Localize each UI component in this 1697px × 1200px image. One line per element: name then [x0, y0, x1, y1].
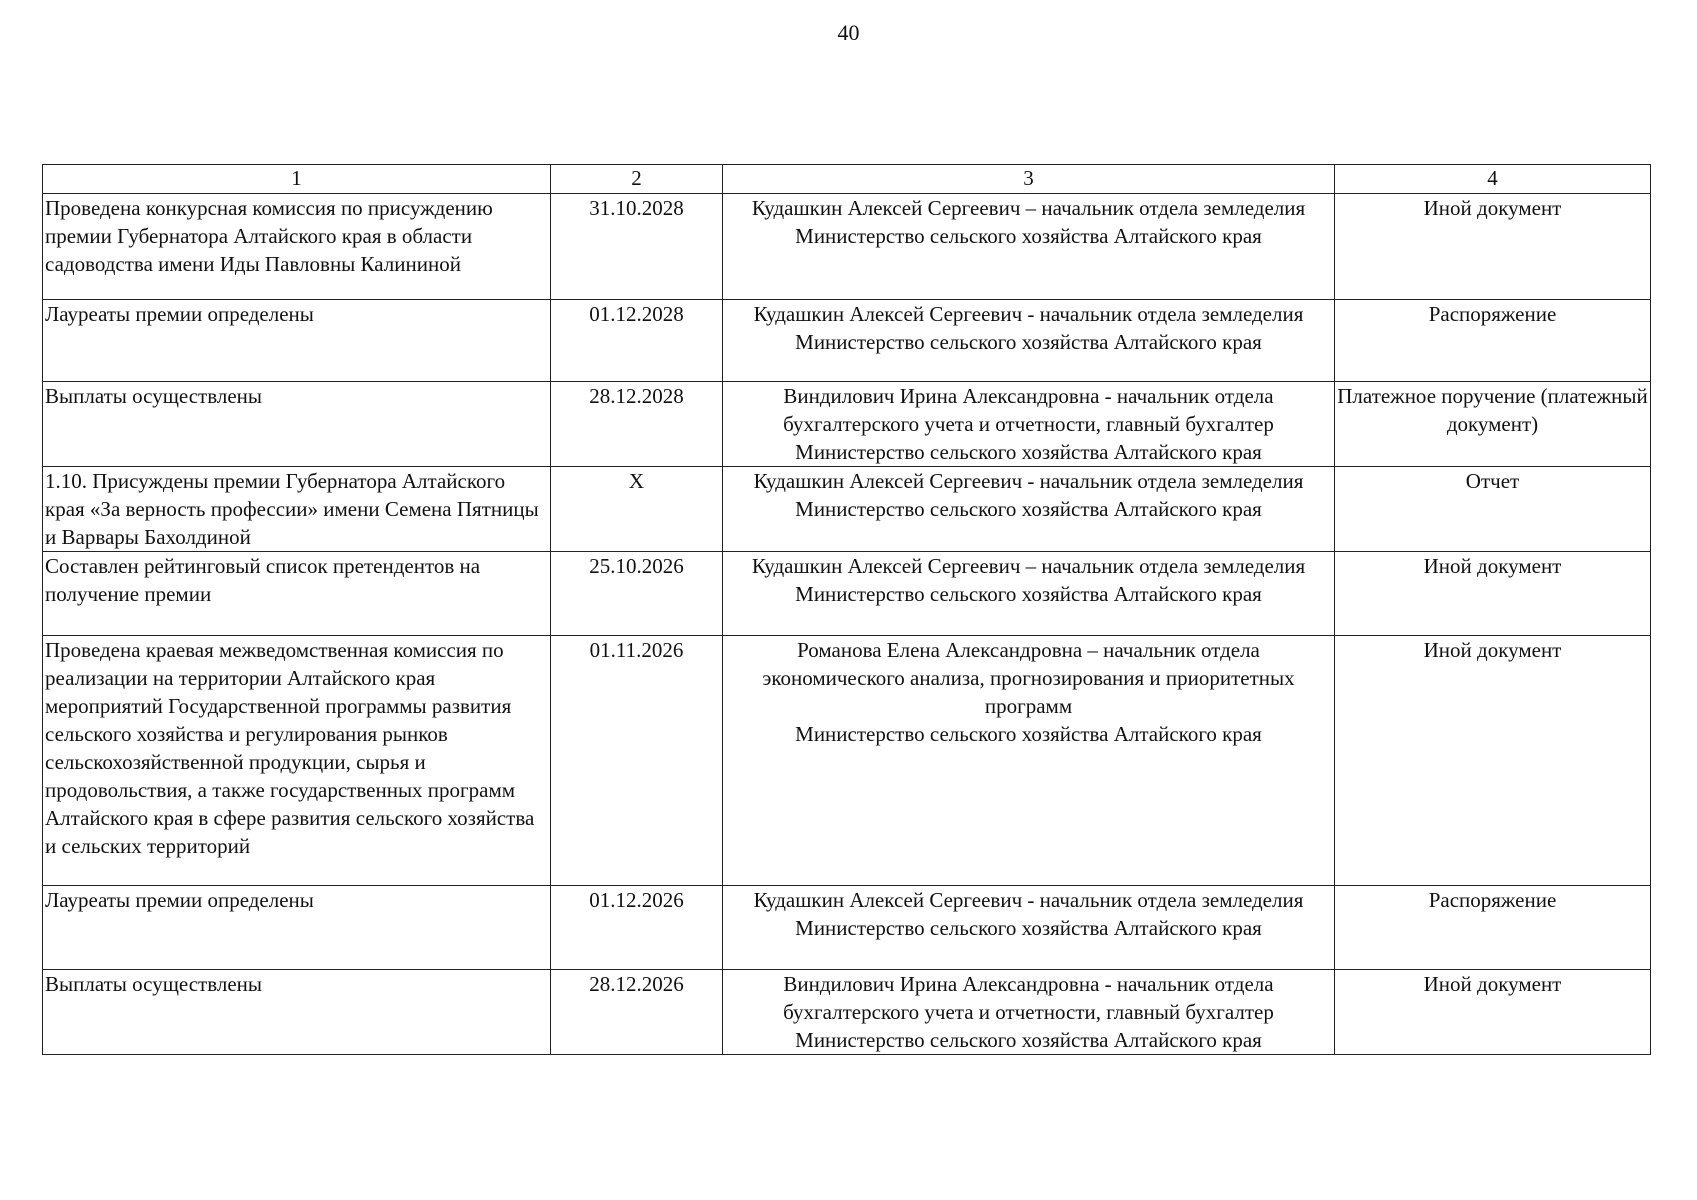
responsible-ministry: Министерство сельского хозяйства Алтайского края [795, 224, 1262, 248]
table-row [43, 300, 1651, 382]
responsible-person [723, 970, 1335, 1055]
event-description: Лауреаты премии определены [43, 886, 551, 970]
table-header-row [43, 165, 1651, 194]
event-date: 25.10.2026 [551, 552, 723, 636]
responsible-ministry: Министерство сельского хозяйства Алтайского края [795, 916, 1262, 940]
document-table [42, 164, 1651, 1055]
event-date: 28.12.2026 [551, 970, 723, 1055]
table-row [43, 886, 1651, 970]
event-description: 1.10. Присуждены премии Губернатора Алтайского края «За верность профессии» имени Семена Пятницы и Варвары Бахолдиной [43, 467, 551, 552]
document-type: Распоряжение [1335, 300, 1651, 382]
responsible-person [723, 636, 1335, 886]
responsible-name: Кудашкин Алексей Сергеевич - начальник отдела земледелия [753, 888, 1304, 912]
document-type: Отчет [1335, 467, 1651, 552]
document-type: Платежное поручение (платежный документ) [1335, 382, 1651, 467]
event-description: Выплаты осуществлены [43, 382, 551, 467]
event-date: 28.12.2028 [551, 382, 723, 467]
event-description: Лауреаты премии определены [43, 300, 551, 382]
page-number: 40 [837, 20, 860, 45]
responsible-person [723, 552, 1335, 636]
table-row [43, 552, 1651, 636]
event-date: 31.10.2028 [551, 194, 723, 300]
event-date: 01.12.2028 [551, 300, 723, 382]
responsible-person [723, 382, 1335, 467]
document-type: Иной документ [1335, 552, 1651, 636]
responsible-person [723, 300, 1335, 382]
event-date: X [551, 467, 723, 552]
responsible-ministry: Министерство сельского хозяйства Алтайского края [795, 722, 1262, 746]
header-col-1: 1 [43, 165, 551, 194]
event-description: Выплаты осуществлены [43, 970, 551, 1055]
responsible-ministry: Министерство сельского хозяйства Алтайского края [795, 1028, 1262, 1052]
responsible-name: Виндилович Ирина Александровна - начальник отдела бухгалтерского учета и отчетности, главный бухгалтер [783, 972, 1274, 1024]
responsible-name: Романова Елена Александровна – начальник отдела экономического анализа, прогнозирования и приоритетных программ [762, 638, 1295, 718]
event-description: Составлен рейтинговый список претендентов на получение премии [43, 552, 551, 636]
document-type: Иной документ [1335, 970, 1651, 1055]
table-row [43, 636, 1651, 886]
responsible-ministry: Министерство сельского хозяйства Алтайского края [795, 330, 1262, 354]
document-type: Иной документ [1335, 636, 1651, 886]
responsible-ministry: Министерство сельского хозяйства Алтайского края [795, 497, 1262, 521]
document-type: Распоряжение [1335, 886, 1651, 970]
event-date: 01.12.2026 [551, 886, 723, 970]
responsible-name: Кудашкин Алексей Сергеевич - начальник отдела земледелия [753, 469, 1304, 493]
event-description: Проведена конкурсная комиссия по присуждению премии Губернатора Алтайского края в области садоводства имени Иды Павловны Калининой [43, 194, 551, 300]
document-type: Иной документ [1335, 194, 1651, 300]
table-row [43, 467, 1651, 552]
responsible-name: Кудашкин Алексей Сергеевич - начальник отдела земледелия [753, 302, 1304, 326]
responsible-name: Кудашкин Алексей Сергеевич – начальник отдела земледелия [751, 196, 1306, 220]
responsible-person [723, 886, 1335, 970]
header-col-2: 2 [551, 165, 723, 194]
responsible-name: Виндилович Ирина Александровна - начальник отдела бухгалтерского учета и отчетности, главный бухгалтер [783, 384, 1274, 436]
responsible-ministry: Министерство сельского хозяйства Алтайского края [795, 440, 1262, 464]
header-col-3: 3 [723, 165, 1335, 194]
header-col-4: 4 [1335, 165, 1651, 194]
table-row [43, 970, 1651, 1055]
table-row [43, 194, 1651, 300]
responsible-person [723, 467, 1335, 552]
event-description: Проведена краевая межведомственная комиссия по реализации на территории Алтайского края мероприятий Государственной программы развития сельского хозяйства и регулирования рынков сельскохозяйственной продукции, сырья и продовольствия, а также государственных программ Алтайского края в сфере развития сельского хозяйства и сельских территорий [43, 636, 551, 886]
table-row [43, 382, 1651, 467]
responsible-name: Кудашкин Алексей Сергеевич – начальник отдела земледелия [751, 554, 1306, 578]
event-date: 01.11.2026 [551, 636, 723, 886]
responsible-person [723, 194, 1335, 300]
responsible-ministry: Министерство сельского хозяйства Алтайского края [795, 582, 1262, 606]
